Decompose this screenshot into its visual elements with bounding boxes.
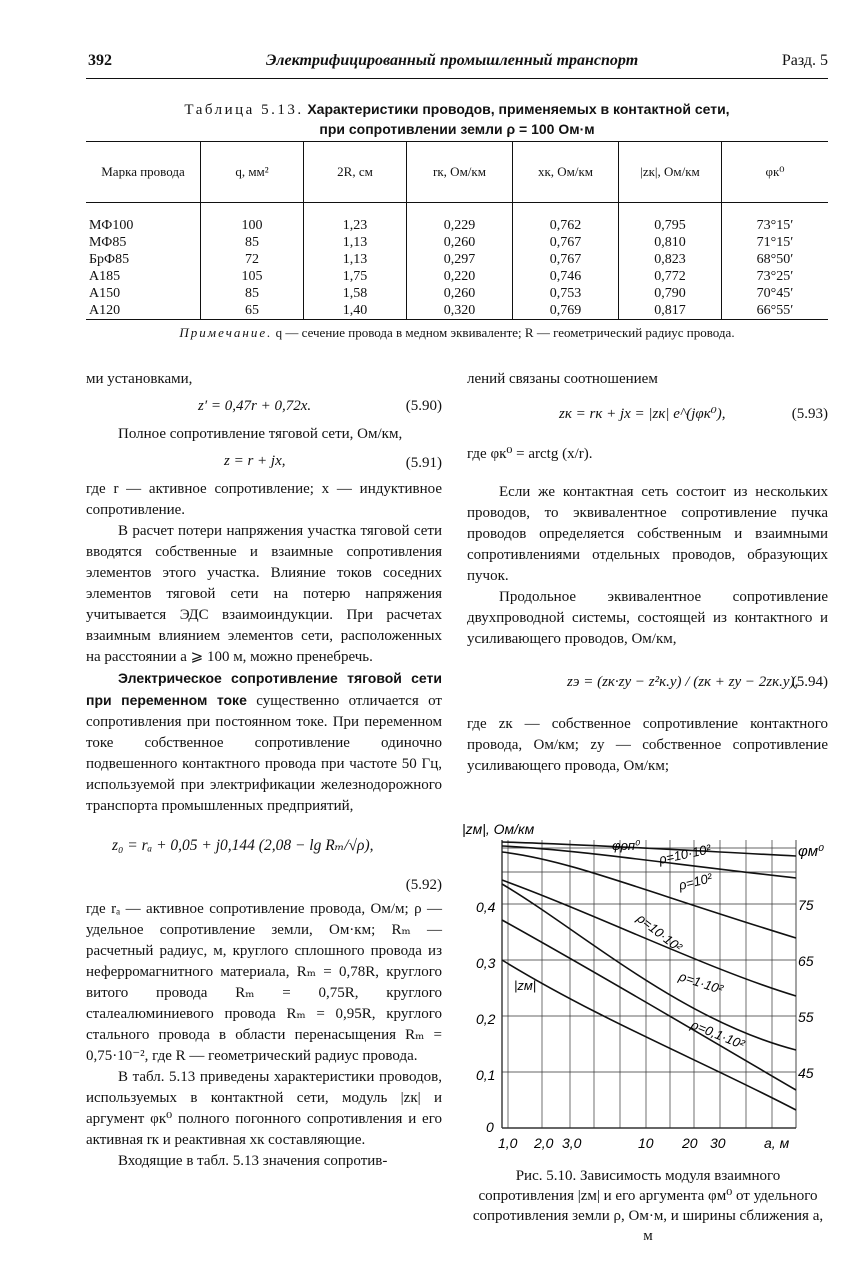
paragraph: Входящие в табл. 5.13 значения сопротив- [118,1153,388,1169]
y-tick-left: 0,3 [476,955,496,971]
table-cell: 66°55′ [722,302,829,320]
wire-characteristics-table [86,141,828,320]
paragraph: Полное сопротивление тяговой сети, Ом/км, [118,426,403,442]
paragraph: Если же контактная сеть состоит из нескольких проводов, то эквивалентное сопротивление пучка проводов определяется собственным и взаимными сопротивлениями отдельных проводов, образующих пучок. [467,484,828,584]
note-text: q — сечение провода в медном эквиваленте; R — геометрический радиус провода. [275,325,735,340]
equation-5-92-number-row [86,875,442,899]
formula: zэ = (zк·zу − z²к.у) / (zк + zу − 2zк.у), [567,674,799,690]
x-tick: 30 [710,1135,726,1151]
table-row [86,251,828,268]
paragraph: В табл. 5.13 приведены характеристики проводов, используемых в контактной сети, модуль |zк| и аргумент φк⁰ полного погонного сопротивления и его активная rк и реактивная xк составляющие. [86,1069,442,1148]
x-tick: 1,0 [498,1135,518,1151]
curve-label: ρ=0,1·10² [688,1016,747,1052]
table-cell: 1,23 [304,217,407,234]
table-cell: 0,817 [619,302,722,320]
equation-5-91 [86,445,442,479]
col-header: 2R, см [304,142,407,203]
page-number: 392 [88,52,112,69]
table-cell: 0,260 [407,234,513,251]
table-cell: 70°45′ [722,285,829,302]
table-cell: 0,767 [513,234,619,251]
col-header: Марка провода [86,142,201,203]
table-cell: 72 [201,251,304,268]
table-title-line1: Характеристики проводов, применяемых в контактной сети, [307,101,730,117]
table-caption [86,100,828,140]
paragraph: В расчет потери напряжения участка тяговой сети вводятся собственные и взаимные сопротивления элементов этого участка. Влияние токов соседних элементов тяговой сети на потерю напряжения учитывается ЭДС взаимоиндукции. При расчетах взаимным влиянием элементов сети, расположенных на расстоянии a ⩾ 100 м, можно пренебречь. [86,523,442,665]
table-cell: 0,790 [619,285,722,302]
equation-5-93 [467,390,828,432]
equation-5-92 [86,817,442,875]
paragraph: где zк — собственное сопротивление контактного провода, Ом/км; zу — собственное сопротивление усиливающего провода, Ом/км; [467,716,828,774]
equation-arctg [467,432,828,482]
running-title: Электрифицированный промышленный транспорт [266,52,639,69]
paragraph: где rₐ — активное сопротивление провода, Ом/м; ρ — удельное сопротивление земли, Ом·км; Rₘ — расчетный радиус, м, круглого сплошного провода из неферромагнитного материала, Rₘ = 0,78R, круглого витого провода Rₘ = 0,75R, круглого сталеалюминиевого провода Rₘ = 0,95R, круглого стального провода в области перенасыщения Rₘ = 0,75·10⁻², где R — геометрический радиус провода. [86,901,442,1064]
paragraph: где r — активное сопротивление; x — индуктивное сопротивление. [86,481,442,518]
x-tick: 2,0 [534,1135,554,1151]
zm-label: |zм| [514,978,537,993]
running-header [88,52,828,78]
col-header: xк, Ом/км [513,142,619,203]
table-cell: А120 [86,302,201,320]
curve-label: ρ=10² [677,870,714,893]
x-tick: 20 [682,1135,698,1151]
y-tick-right: 75 [798,897,814,913]
table-row [86,285,828,302]
table-cell: 1,58 [304,285,407,302]
table-cell: 0,767 [513,251,619,268]
y-tick-left: 0,1 [476,1067,496,1083]
table-header-row [86,142,828,203]
x-tick: 3,0 [562,1135,582,1151]
phi-label: φρп⁰ [612,838,641,853]
y-tick-right: 65 [798,953,814,969]
right-column [467,369,828,777]
equation-number: (5.92) [405,877,442,893]
header-rule [86,78,828,79]
table-title-line2: при сопротивлении земли ρ = 100 Ом·м [319,121,595,137]
col-header: rк, Ом/км [407,142,513,203]
figure-caption: Рис. 5.10. Зависимость модуля взаимного сопротивления |zм| и его аргумента φм⁰ от удельного сопротивления земли ρ, Ом·м, и ширины сближения a, м [472,1168,824,1244]
equation-number: (5.90) [405,398,442,414]
table-note [86,325,828,341]
table-cell: 0,320 [407,302,513,320]
formula: z = r + jx, [224,453,286,469]
table-label: Таблица 5.13. [184,102,304,118]
table-cell: 0,753 [513,285,619,302]
formula: z′ = 0,47r + 0,72x. [198,398,312,414]
y-tick-right: 45 [798,1065,814,1081]
y-axis-right-label: φм⁰ [798,843,825,860]
equation-number: (5.93) [791,406,828,422]
table-cell: 73°25′ [722,268,829,285]
curve-label: ρ=10·10² [634,910,685,955]
y-tick-left: 0,2 [476,1011,496,1027]
table-cell: 65 [201,302,304,320]
table-cell: 85 [201,234,304,251]
table-cell: 1,75 [304,268,407,285]
table-row [86,268,828,285]
table-cell: БрФ85 [89,252,130,267]
table-row [86,302,828,320]
paragraph: Продольное эквивалентное сопротивление двухпроводной системы, состоящей из контактного и усиливающего проводов, Ом/км, [467,589,828,647]
paragraph: лений связаны соотношением [467,371,658,387]
table-cell: 71°15′ [722,234,829,251]
figure-5-10 [460,820,830,1160]
paragraph: ми установками, [86,371,193,387]
equation-5-94 [467,650,828,714]
y-axis-left-label: |zм|, Ом/км [462,821,535,837]
x-axis-label: a, м [764,1135,790,1151]
table-cell: А150 [89,286,121,301]
equation-number: (5.91) [405,455,442,471]
bold-term: Электрическое сопротивление тяговой сети при переменном токе [86,670,442,708]
formula: zк = rк + jx = |zк| e^(jφк⁰), [559,406,726,422]
left-column [86,369,442,1172]
x-tick: 10 [638,1135,654,1151]
table-cell: 0,772 [619,268,722,285]
table-cell: 68°50′ [722,251,829,268]
table-row [86,234,828,251]
table-cell: 0,260 [407,285,513,302]
col-header: φк⁰ [722,142,829,203]
table-cell: 1,13 [304,234,407,251]
formula: где φк⁰ = arctg (x/r). [467,446,593,462]
curve-label: ρ=10·10² [657,841,713,867]
col-header: q, мм² [201,142,304,203]
equation-5-90 [86,390,442,424]
paragraph: существенно отличается от сопротивления при постоянном токе. При переменном токе собственное сопротивление одиночно подвешенного контактного провода при частоте 50 Гц, используемой при электрификации железнодорожного транспорта промышленных предприятий, [86,693,442,814]
equation-number: (5.94) [791,674,828,690]
y-tick-right: 55 [798,1009,814,1025]
col-header: |zк|, Ом/км [619,142,722,203]
table-cell: 0,746 [513,268,619,285]
table-cell: 0,795 [619,217,722,234]
y-tick-left: 0 [486,1119,494,1135]
note-label: Примечание. [179,325,273,340]
table-cell: 1,13 [304,251,407,268]
formula: z₀ = rₐ + 0,05 + j0,144 (2,08 − lg Rₘ/√ρ), [112,837,374,854]
table-cell: А185 [89,269,121,284]
y-tick-left: 0,4 [476,899,496,915]
table-cell: 1,40 [304,302,407,320]
table-cell: 0,220 [407,268,513,285]
table-cell: 0,762 [513,217,619,234]
table-cell: 0,823 [619,251,722,268]
table-cell: 105 [201,268,304,285]
table-cell: 0,810 [619,234,722,251]
table-cell: 85 [201,285,304,302]
table-cell: 0,297 [407,251,513,268]
curve-label: ρ=1·10² [677,968,725,997]
table-row [86,217,828,234]
table-cell: 73°15′ [722,217,829,234]
section-label: Разд. 5 [781,52,828,69]
table-cell: 0,229 [407,217,513,234]
table-cell: 0,769 [513,302,619,320]
table-cell: 100 [201,217,304,234]
table-cell: МФ100 [89,218,134,233]
table-cell: МФ85 [89,235,127,250]
